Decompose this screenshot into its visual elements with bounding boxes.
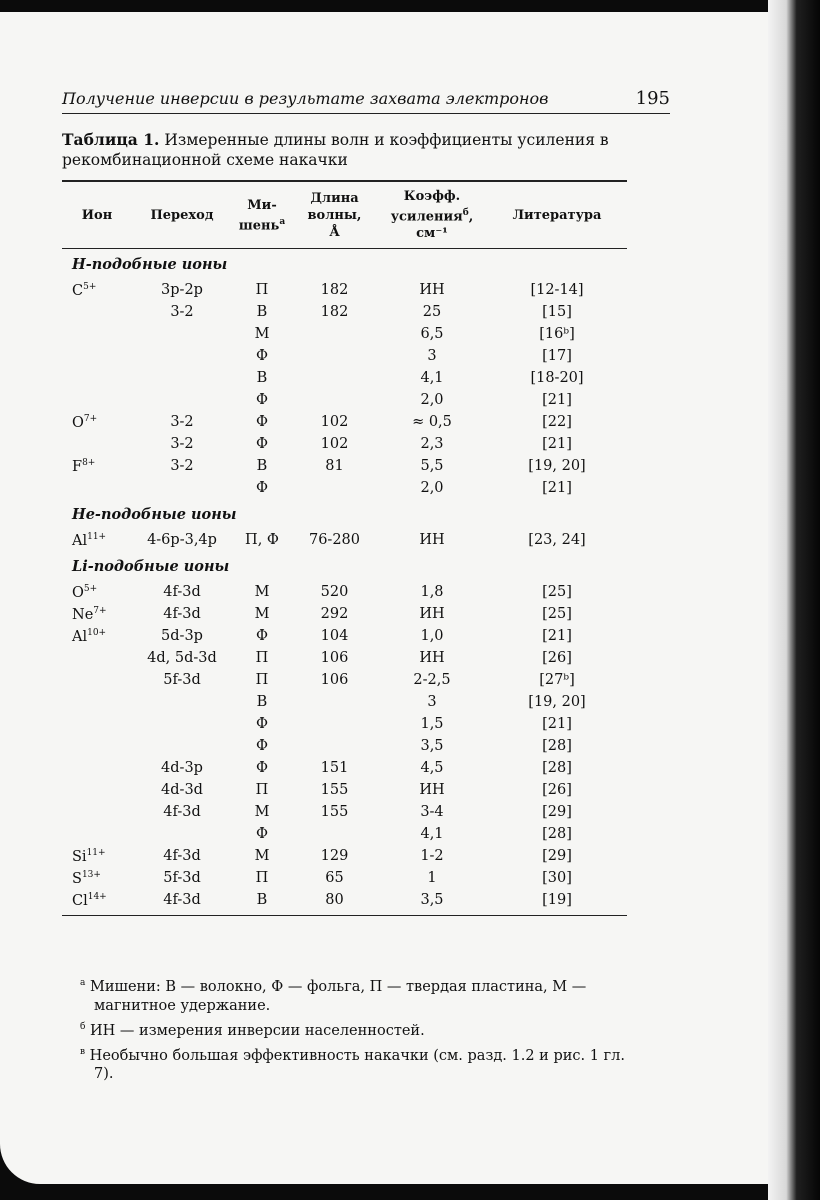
ion-charge: 10+	[87, 627, 107, 638]
gain-cell: 3,5	[377, 889, 487, 916]
gain-cell: 1,8	[420, 584, 444, 601]
transition-cell: 4f-3d	[163, 584, 201, 601]
transition-cell: 3p-2p	[161, 282, 203, 299]
transition-cell: 5f-3d	[163, 870, 201, 887]
wavelength-cell: 292	[320, 606, 349, 623]
table-row	[62, 801, 627, 823]
table-body	[62, 249, 627, 916]
reference-cell: [28]	[542, 760, 572, 777]
ion-cell	[62, 389, 132, 411]
table-row	[62, 301, 627, 323]
reference-cell: [16ᵇ]	[539, 326, 575, 343]
ion-cell	[62, 345, 132, 367]
group-label: H-подобные ионы	[72, 255, 228, 273]
gain-cell: 3-4	[420, 804, 444, 821]
ion-charge: 5+	[83, 583, 98, 594]
table-row	[62, 581, 627, 603]
table-row	[62, 757, 627, 779]
group-label: He-подобные ионы	[72, 505, 237, 523]
target-cell: Ф	[255, 738, 269, 755]
table-row	[62, 889, 627, 916]
gain-cell: 2,0	[420, 480, 444, 497]
target-cell: В	[256, 370, 268, 387]
gain-cell: ≈ 0,5	[412, 414, 452, 431]
reference-cell: [21]	[542, 392, 572, 409]
table-row	[62, 345, 627, 367]
group-row	[62, 249, 627, 280]
ion-cell: $Al^{11+}$	[72, 531, 107, 549]
ion-cell	[62, 301, 132, 323]
target-cell: М	[254, 804, 270, 821]
wavelength-cell: 102	[320, 414, 349, 431]
ion-cell: $F^{8+}$	[72, 457, 96, 475]
footnote-mark: в	[80, 1046, 86, 1057]
reference-cell: [28]	[542, 738, 572, 755]
table-row	[62, 823, 627, 845]
reference-cell: [29]	[542, 804, 572, 821]
reference-cell: [25]	[542, 584, 572, 601]
reference-cell: [17]	[542, 348, 572, 365]
wavelength-cell: 102	[320, 436, 349, 453]
footnote-mark: а	[80, 978, 86, 988]
ion-cell	[62, 757, 132, 779]
group-row	[62, 551, 627, 581]
gain-cell: 1	[427, 870, 437, 887]
wavelength-cell	[292, 691, 377, 713]
transition-cell: 3-2	[170, 414, 194, 431]
column-header: Длина волны, Å	[292, 181, 377, 249]
target-cell: П	[255, 870, 269, 887]
gain-cell: 4,1	[420, 826, 444, 843]
footnote: $^в$ Необычно большая эффективность накачки (см. разд. 1.2 и рис. 1 гл. 7).	[80, 1046, 625, 1083]
wavelength-cell	[292, 823, 377, 845]
transition-cell: 4-6p-3,4p	[147, 532, 217, 549]
wavelength-cell: 106	[320, 672, 349, 689]
table-row	[62, 323, 627, 345]
group-row	[62, 499, 627, 529]
ion-cell	[62, 367, 132, 389]
wavelength-cell	[292, 713, 377, 735]
wavelength-cell: 155	[320, 782, 349, 799]
reference-cell: [19, 20]	[528, 694, 586, 711]
transition-cell: 5d-3p	[161, 628, 203, 645]
transition-cell	[132, 713, 232, 735]
column-header: Коэфф. усиления$^б$, см⁻¹	[377, 181, 487, 249]
gain-cell: 2,3	[420, 436, 444, 453]
wavelength-cell: 80	[292, 889, 377, 916]
ion-charge: 13+	[81, 869, 101, 880]
table-row	[62, 455, 627, 477]
gain-cell: 2,0	[420, 392, 444, 409]
footnote-mark: а	[279, 216, 286, 227]
table-row	[62, 477, 627, 499]
target-cell: П	[255, 672, 269, 689]
table-row	[62, 625, 627, 647]
footnote: $^б$ ИН — измерения инверсии населенностей.	[80, 1021, 425, 1039]
wavelength-cell	[292, 367, 377, 389]
reference-cell: [26]	[542, 650, 572, 667]
wavelength-cell: 129	[320, 848, 349, 865]
wavelength-cell: 104	[320, 628, 349, 645]
target-cell: М	[254, 584, 270, 601]
gain-cell: 6,5	[420, 326, 444, 343]
table-row	[62, 433, 627, 455]
group-label: Li-подобные ионы	[72, 557, 230, 575]
wavelength-cell: 155	[320, 804, 349, 821]
wavelength-cell	[292, 735, 377, 757]
ion-cell	[62, 691, 132, 713]
target-cell: Ф	[255, 348, 269, 365]
table-row	[62, 669, 627, 691]
ion-cell	[62, 801, 132, 823]
ion-cell: $C^{5+}$	[72, 281, 97, 299]
gain-cell: 3	[427, 694, 437, 711]
table-row	[62, 367, 627, 389]
reference-cell: [21]	[542, 628, 572, 645]
reference-cell: [15]	[542, 304, 572, 321]
table-row	[62, 411, 627, 433]
wavelength-cell: 76-280	[308, 532, 361, 549]
wavelength-cell	[292, 477, 377, 499]
target-cell: Ф	[255, 760, 269, 777]
wavelength-cell	[292, 323, 377, 345]
ion-charge: 14+	[87, 891, 107, 902]
target-cell: Ф	[255, 826, 269, 843]
ion-cell: $O^{5+}$	[72, 583, 98, 601]
table-row	[62, 647, 627, 669]
target-cell: Ф	[255, 716, 269, 733]
target-cell: П	[255, 282, 269, 299]
target-cell: М	[254, 326, 270, 343]
transition-cell	[132, 691, 232, 713]
ion-cell	[62, 669, 132, 691]
reference-cell: [27ᵇ]	[539, 672, 575, 689]
table-row	[62, 603, 627, 625]
table-row	[62, 779, 627, 801]
ion-charge: 8+	[82, 457, 96, 468]
target-cell: Ф	[255, 436, 269, 453]
gain-cell: 4,1	[420, 370, 444, 387]
ion-cell: $Al^{10+}$	[72, 627, 107, 645]
reference-cell: [29]	[542, 848, 572, 865]
gain-cell: 1,0	[420, 628, 444, 645]
transition-cell	[132, 823, 232, 845]
wavelength-cell: 151	[320, 760, 349, 777]
transition-cell: 5f-3d	[163, 672, 201, 689]
reference-cell: [19, 20]	[528, 458, 586, 475]
target-cell: В	[256, 458, 268, 475]
gain-cell: ИН	[419, 782, 445, 799]
transition-cell: 4d, 5d-3d	[147, 650, 217, 667]
ion-cell	[62, 713, 132, 735]
reference-cell: [21]	[542, 716, 572, 733]
target-cell: М	[254, 606, 270, 623]
ion-cell: $Si^{11+}$	[72, 847, 106, 865]
data-table	[62, 180, 627, 916]
ion-cell	[62, 735, 132, 757]
gain-cell: 3,5	[420, 738, 444, 755]
column-header: Ион	[62, 181, 132, 249]
reference-cell: [26]	[542, 782, 572, 799]
wavelength-cell: 65	[325, 870, 344, 887]
gain-cell: ИН	[419, 532, 445, 549]
wavelength-cell: 106	[320, 650, 349, 667]
transition-cell: 3-2	[170, 436, 194, 453]
footnote: $^а$ Мишени: В — волокно, Ф — фольга, П — твердая пластина, М — магнитное удержание.	[80, 978, 587, 1014]
transition-cell	[132, 323, 232, 345]
transition-cell: 4d-3d	[161, 782, 203, 799]
running-title: Получение инверсии в результате захвата электронов	[62, 89, 549, 108]
table-row	[62, 529, 627, 551]
gain-cell: 3	[427, 348, 437, 365]
table-row	[62, 279, 627, 301]
gain-cell: 1,5	[420, 716, 444, 733]
reference-cell: [21]	[542, 480, 572, 497]
table-row	[62, 735, 627, 757]
footnotes	[80, 974, 640, 1086]
ion-cell: $Cl^{14+}$	[62, 889, 132, 916]
transition-cell: 3-2	[170, 304, 194, 321]
ion-cell: $O^{7+}$	[72, 413, 98, 431]
wavelength-cell	[292, 389, 377, 411]
ion-charge: 11+	[87, 531, 107, 542]
table-caption	[62, 130, 672, 170]
page-number: 195	[635, 88, 670, 109]
reference-cell: [12-14]	[530, 282, 584, 299]
transition-cell	[132, 477, 232, 499]
target-cell: Ф	[255, 414, 269, 431]
target-cell: Ф	[255, 392, 269, 409]
table-row	[62, 389, 627, 411]
book-page	[0, 12, 768, 1184]
target-cell: П	[255, 650, 269, 667]
column-header: Переход	[132, 181, 232, 249]
wavelength-cell: 81	[325, 458, 344, 475]
ion-cell	[62, 323, 132, 345]
gain-cell: ИН	[419, 282, 445, 299]
table-row	[62, 867, 627, 889]
ion-charge: 11+	[86, 847, 106, 858]
footnote-mark: б	[80, 1021, 86, 1032]
transition-cell: 4f-3d	[132, 889, 232, 916]
ion-cell	[62, 477, 132, 499]
target-cell: В	[232, 889, 292, 916]
footnote-mark: б	[462, 208, 469, 218]
table-row	[62, 713, 627, 735]
target-cell: В	[256, 304, 268, 321]
table-caption-text: Измеренные длины волн и коэффициенты усиления в рекомбинационной схеме накачки	[62, 131, 609, 169]
column-header: Ми- шень$^а$	[232, 181, 292, 249]
reference-cell: [28]	[542, 826, 572, 843]
transition-cell: 4d-3p	[161, 760, 203, 777]
reference-cell: [19]	[487, 889, 627, 916]
ion-charge: 7+	[83, 413, 98, 424]
book-spine	[768, 0, 820, 1200]
ion-cell	[62, 779, 132, 801]
transition-cell	[132, 367, 232, 389]
target-cell: Ф	[255, 480, 269, 497]
reference-cell: [30]	[542, 870, 572, 887]
gain-cell: 25	[422, 304, 442, 321]
ion-cell: $S^{13+}$	[72, 869, 101, 887]
column-header: Литература	[487, 181, 627, 249]
gain-cell: 4,5	[420, 760, 444, 777]
target-cell: П, Ф	[245, 532, 279, 549]
transition-cell	[132, 735, 232, 757]
gain-cell: 2-2,5	[413, 672, 451, 689]
reference-cell: [18-20]	[530, 370, 584, 387]
ion-cell	[62, 433, 132, 455]
target-cell: Ф	[255, 628, 269, 645]
reference-cell: [22]	[542, 414, 572, 431]
transition-cell	[132, 345, 232, 367]
gain-cell: ИН	[419, 606, 445, 623]
table-header-row	[62, 181, 627, 249]
transition-cell: 4f-3d	[163, 606, 201, 623]
gain-cell: 1-2	[420, 848, 444, 865]
ion-cell: $Ne^{7+}$	[72, 605, 107, 623]
wavelength-cell: 182	[320, 304, 349, 321]
table-label: Таблица 1.	[62, 130, 160, 149]
running-header	[62, 88, 670, 114]
gain-cell: ИН	[419, 650, 445, 667]
target-cell: П	[255, 782, 269, 799]
transition-cell	[132, 389, 232, 411]
ion-cell	[62, 647, 132, 669]
reference-cell: [21]	[542, 436, 572, 453]
ion-cell	[62, 823, 132, 845]
reference-cell: [23, 24]	[528, 532, 586, 549]
gain-cell: 5,5	[420, 458, 444, 475]
transition-cell: 4f-3d	[163, 804, 201, 821]
target-cell: В	[256, 694, 268, 711]
ion-charge: 7+	[93, 605, 107, 616]
wavelength-cell: 520	[320, 584, 349, 601]
transition-cell: 3-2	[170, 458, 194, 475]
reference-cell: [25]	[542, 606, 572, 623]
ion-charge: 5+	[83, 281, 97, 292]
table-row	[62, 691, 627, 713]
table-row	[62, 845, 627, 867]
wavelength-cell: 182	[320, 282, 349, 299]
wavelength-cell	[292, 345, 377, 367]
transition-cell: 4f-3d	[163, 848, 201, 865]
target-cell: М	[254, 848, 270, 865]
